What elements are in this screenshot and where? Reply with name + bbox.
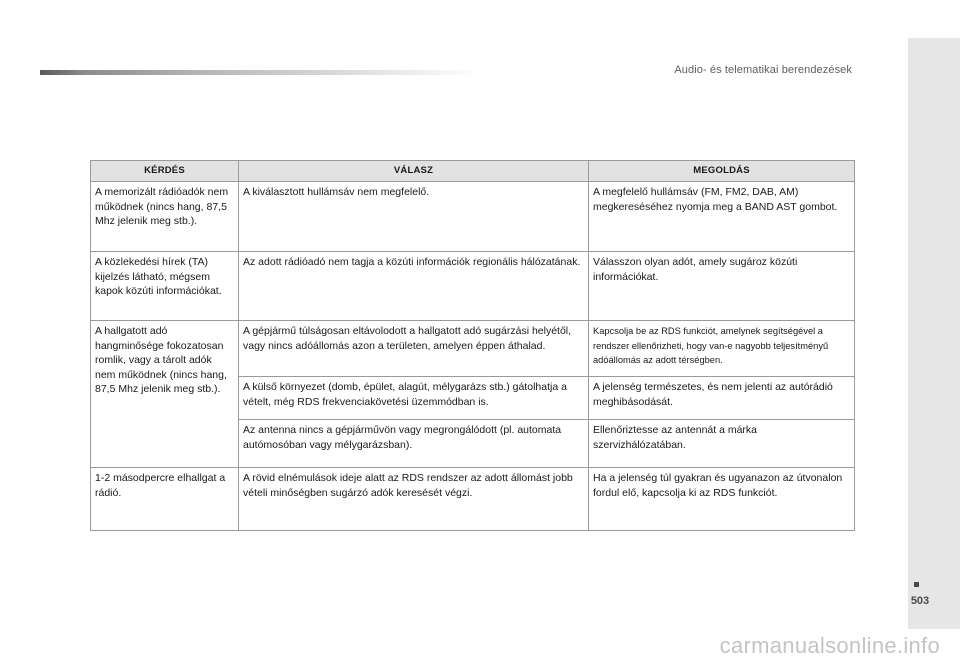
solution-cell: Ha a jelenség túl gyakran és ugyanazon az útvonalon fordul elő, kapcsolja ki az RDS funkciót. <box>589 468 855 531</box>
solution-cell: Válasszon olyan adót, amely sugároz közúti információkat. <box>589 252 855 321</box>
answer-cell: A külső környezet (domb, épület, alagút, mélygarázs stb.) gátolhatja a vételt, még RDS frekvenciakövetési üzemmódban is. <box>239 377 589 420</box>
question-cell: 1-2 másodpercre elhallgat a rádió. <box>91 468 239 531</box>
answer-cell: A gépjármű túlságosan eltávolodott a hallgatott adó sugárzási helyétől, vagy nincs adóállomás azon a területen, amelyen éppen áthalad. <box>239 321 589 377</box>
table-row <box>91 321 855 377</box>
answer-cell: A kiválasztott hullámsáv nem megfelelő. <box>239 182 589 252</box>
page-number: 503 <box>910 595 930 607</box>
section-title: Audio- és telematikai berendezések <box>674 64 852 76</box>
question-cell: A hallgatott adó hangminősége fokozatosan romlik, vagy a tárolt adók nem működnek (nincs hang, 87,5 Mhz jelenik meg stb.). <box>91 321 239 468</box>
header-solution: MEGOLDÁS <box>589 161 855 182</box>
header-answer: VÁLASZ <box>239 161 589 182</box>
solution-cell: A megfelelő hullámsáv (FM, FM2, DAB, AM) megkereséséhez nyomja meg a BAND AST gombot. <box>589 182 855 252</box>
question-cell: A memorizált rádióadók nem működnek (nincs hang, 87,5 Mhz jelenik meg stb.). <box>91 182 239 252</box>
header-question: KÉRDÉS <box>91 161 239 182</box>
page-side-strip <box>908 38 960 629</box>
table-row <box>91 252 855 321</box>
table-row <box>91 468 855 531</box>
answer-cell: A rövid elnémulások ideje alatt az RDS rendszer az adott állomást jobb vételi minőségben sugárzó adók keresését végzi. <box>239 468 589 531</box>
table-row <box>91 182 855 252</box>
solution-cell: Ellenőriztesse az antennát a márka szervizhálózatában. <box>589 420 855 468</box>
answer-cell: Az antenna nincs a gépjárművön vagy megrongálódott (pl. automata autómosóban vagy mélygarázsban). <box>239 420 589 468</box>
table-header-row <box>91 161 855 182</box>
page-marker <box>914 582 919 587</box>
watermark-text: carmanualsonline.info <box>719 633 940 658</box>
header-decorative-bar <box>40 70 480 75</box>
answer-cell: Az adott rádióadó nem tagja a közúti információk regionális hálózatának. <box>239 252 589 321</box>
solution-cell: Kapcsolja be az RDS funkciót, amelynek segítségével a rendszer ellenőrizheti, hogy van-e nagyobb teljesítményű adóállomás az adott térségben. <box>589 321 855 377</box>
question-cell: A közlekedési hírek (TA) kijelzés látható, mégsem kapok közúti információkat. <box>91 252 239 321</box>
troubleshooting-table <box>90 160 855 531</box>
solution-cell: A jelenség természetes, és nem jelenti az autórádió meghibásodását. <box>589 377 855 420</box>
